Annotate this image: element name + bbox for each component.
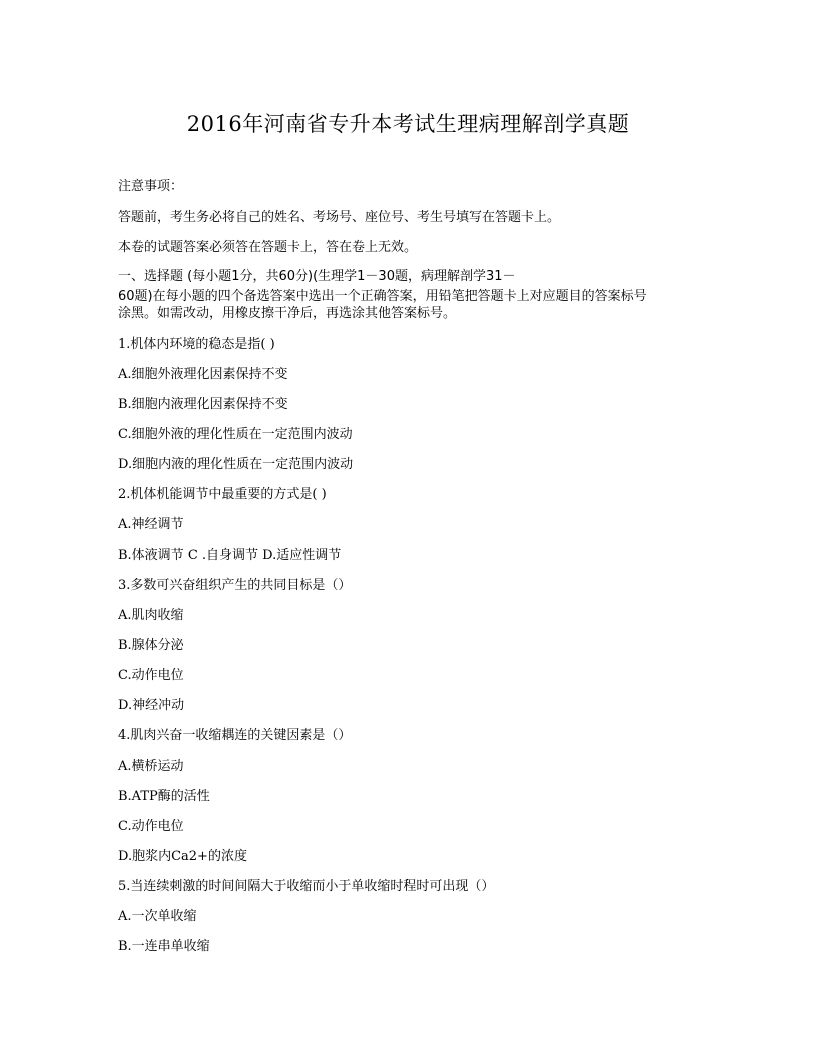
question-4-option-c: C.动作电位	[118, 819, 184, 834]
question-5-option-b: B.一连串单收缩	[118, 939, 210, 954]
question-3-option-d: D.神经冲动	[118, 698, 185, 713]
question-1-option-a: A.细胞外液理化因素保持不变	[118, 367, 288, 382]
section-intro-line-3: 涂黑。如需改动，用橡皮擦干净后，再选涂其他答案标号。	[118, 306, 457, 321]
question-2-options-bcd: B.体液调节 C .自身调节 D.适应性调节	[118, 548, 342, 563]
question-4-stem: 4.肌肉兴奋一收缩耦连的关键因素是（）	[118, 728, 352, 743]
note-line-1: 答题前，考生务必将自己的姓名、考场号、座位号、考生号填写在答题卡上。	[118, 210, 561, 225]
question-5-stem: 5.当连续刺激的时间间隔大于收缩而小于单收缩时程时可出现（）	[118, 879, 495, 894]
question-1-option-b: B.细胞内液理化因素保持不变	[118, 397, 288, 412]
question-2-stem: 2.机体机能调节中最重要的方式是( )	[118, 487, 327, 502]
question-3-option-b: B.腺体分泌	[118, 638, 184, 653]
question-3-option-c: C.动作电位	[118, 668, 184, 683]
question-1-stem: 1.机体内环境的稳态是指( )	[118, 337, 275, 352]
question-3-option-a: A.肌肉收缩	[118, 608, 184, 623]
question-4-option-a: A.横桥运动	[118, 759, 184, 774]
section-intro-line-1: 一、选择题 (每小题1分，共60分)(生理学1－30题，病理解剖学31－	[118, 269, 516, 284]
document-title: 2016年河南省专升本考试生理病理解剖学真题	[186, 112, 630, 136]
notes-heading: 注意事项：	[118, 179, 184, 194]
question-3-stem: 3.多数可兴奋组织产生的共同目标是（）	[118, 578, 352, 593]
question-1-option-d: D.细胞内液的理化性质在一定范围内波动	[118, 457, 354, 472]
section-intro-line-2: 60题)在每小题的四个备选答案中选出一个正确答案，用铅笔把答题卡上对应题目的答案标号	[118, 289, 647, 304]
question-5-option-a: A.一次单收缩	[118, 909, 197, 924]
question-4-option-b: B.ATP酶的活性	[118, 789, 210, 804]
question-2-option-a: A.神经调节	[118, 517, 184, 532]
note-line-2: 本卷的试题答案必须答在答题卡上，答在卷上无效。	[118, 240, 418, 255]
question-4-option-d: D.胞浆内Ca2+的浓度	[118, 849, 247, 864]
question-1-option-c: C.细胞外液的理化性质在一定范围内波动	[118, 427, 353, 442]
